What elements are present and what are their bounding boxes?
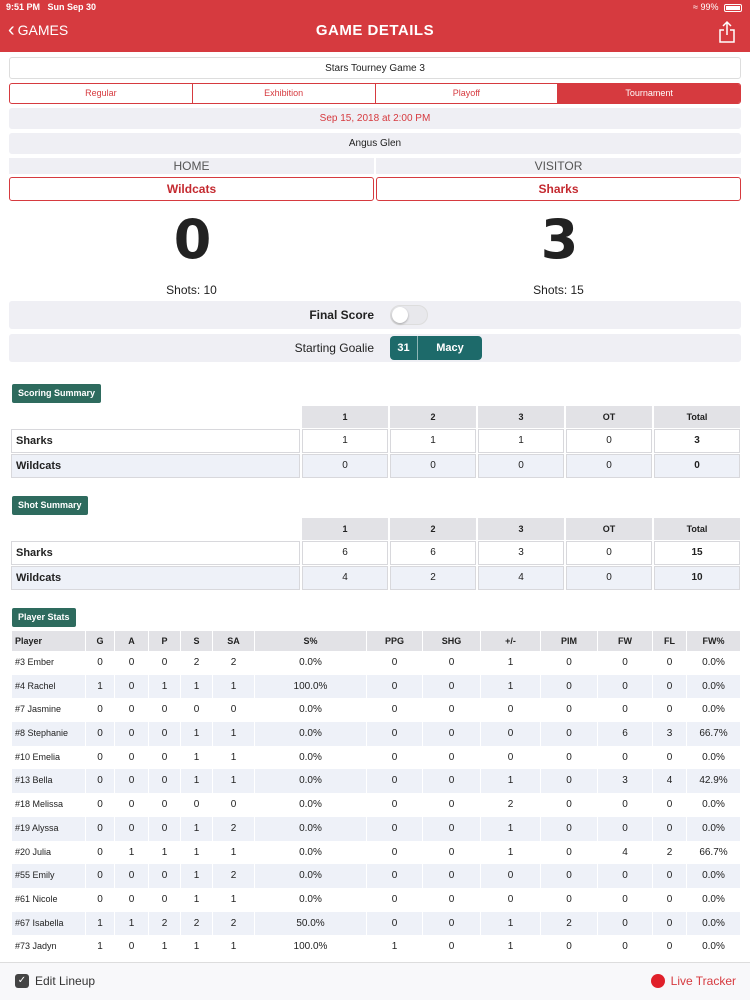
summary-header-cell: Total bbox=[654, 518, 740, 540]
player-stat-cell: 0 bbox=[85, 769, 114, 793]
player-stat-cell: 0 bbox=[597, 864, 652, 888]
player-stat-cell: 0 bbox=[422, 769, 480, 793]
player-stat-cell: 4 bbox=[597, 841, 652, 865]
player-row[interactable] bbox=[11, 698, 740, 722]
bottom-toolbar bbox=[0, 962, 750, 1000]
shot-summary-tag: Shot Summary bbox=[12, 496, 88, 515]
summary-team-cell: Sharks bbox=[11, 541, 300, 565]
battery-icon bbox=[724, 4, 742, 12]
final-score-toggle[interactable] bbox=[390, 305, 428, 325]
final-score-label: Final Score bbox=[309, 308, 374, 322]
column-header[interactable]: FL bbox=[652, 631, 686, 651]
player-stat-cell: 0 bbox=[114, 769, 148, 793]
home-score: 0 bbox=[173, 208, 210, 271]
edit-lineup-label: Edit Lineup bbox=[35, 974, 96, 988]
player-row[interactable] bbox=[11, 746, 740, 770]
game-name[interactable]: Stars Tourney Game 3 bbox=[9, 57, 741, 79]
player-stat-cell: 1 bbox=[85, 912, 114, 936]
share-icon[interactable] bbox=[718, 20, 736, 44]
player-stat-cell: 0 bbox=[366, 675, 422, 699]
player-stat-cell: 1 bbox=[148, 841, 180, 865]
player-stat-cell: 0 bbox=[366, 746, 422, 770]
chevron-left-icon: ‹ bbox=[8, 19, 15, 41]
summary-header-cell: Total bbox=[654, 406, 740, 428]
player-stat-cell: 1 bbox=[114, 841, 148, 865]
goalie-name: Macy bbox=[436, 342, 464, 354]
scoring-summary-table bbox=[11, 406, 740, 479]
wifi-icon: ≈ bbox=[693, 2, 698, 12]
player-stat-cell: 0 bbox=[652, 793, 686, 817]
column-header[interactable]: SHG bbox=[422, 631, 480, 651]
player-stat-cell: 0 bbox=[85, 722, 114, 746]
summary-value-cell: 0 bbox=[566, 454, 652, 478]
toggle-knob bbox=[392, 307, 408, 323]
player-stat-cell: 2 bbox=[212, 817, 254, 841]
player-stat-cell: 1 bbox=[114, 912, 148, 936]
player-stat-cell: 0.0% bbox=[686, 912, 740, 936]
player-stat-cell: 0 bbox=[597, 746, 652, 770]
player-stat-cell: 0 bbox=[540, 864, 597, 888]
player-stat-cell: 2 bbox=[148, 912, 180, 936]
player-stat-cell: 0 bbox=[540, 651, 597, 675]
player-stat-cell: 2 bbox=[212, 651, 254, 675]
summary-header-cell: OT bbox=[566, 518, 652, 540]
player-stat-cell: 0 bbox=[422, 935, 480, 959]
starting-goalie-label: Starting Goalie bbox=[294, 341, 374, 355]
column-header[interactable]: P bbox=[148, 631, 180, 651]
segment-regular[interactable]: Regular bbox=[10, 84, 193, 103]
summary-value-cell: 1 bbox=[478, 429, 564, 453]
player-row[interactable] bbox=[11, 888, 740, 912]
summary-value-cell: 2 bbox=[390, 566, 476, 590]
player-stat-cell: 50.0% bbox=[254, 912, 366, 936]
player-stat-cell: 1 bbox=[480, 912, 540, 936]
summary-value-cell: 4 bbox=[302, 566, 388, 590]
player-stat-cell: 1 bbox=[180, 888, 212, 912]
player-stat-cell: 0.0% bbox=[254, 841, 366, 865]
player-row[interactable] bbox=[11, 793, 740, 817]
player-stat-cell: 0.0% bbox=[254, 746, 366, 770]
player-row[interactable] bbox=[11, 817, 740, 841]
summary-row bbox=[11, 429, 740, 453]
summary-header-cell: 2 bbox=[390, 518, 476, 540]
player-stat-cell: 0 bbox=[422, 651, 480, 675]
player-stat-cell: 0 bbox=[597, 651, 652, 675]
player-stat-cell: 0 bbox=[366, 651, 422, 675]
summary-header-row bbox=[11, 406, 740, 428]
home-team-button[interactable]: Wildcats bbox=[9, 177, 374, 201]
player-stat-cell: 1 bbox=[212, 888, 254, 912]
player-stat-cell: 0 bbox=[652, 935, 686, 959]
home-shots: Shots: 10 bbox=[166, 283, 217, 297]
player-stat-cell: 0 bbox=[366, 793, 422, 817]
player-stat-cell: 1 bbox=[148, 675, 180, 699]
goalie-number: 31 bbox=[390, 336, 418, 360]
player-stat-cell: 0 bbox=[114, 793, 148, 817]
summary-value-cell: 0 bbox=[302, 454, 388, 478]
battery-level: 99% bbox=[700, 2, 719, 12]
summary-header-cell: 2 bbox=[390, 406, 476, 428]
starting-goalie-button[interactable] bbox=[390, 336, 482, 360]
player-stat-cell: 0 bbox=[652, 912, 686, 936]
player-stat-cell: 0 bbox=[540, 841, 597, 865]
player-stat-cell: 0.0% bbox=[254, 793, 366, 817]
player-stat-cell: 42.9% bbox=[686, 769, 740, 793]
checkbox-icon: ✓ bbox=[15, 974, 29, 988]
summary-value-cell: 0 bbox=[654, 454, 740, 478]
player-row[interactable] bbox=[11, 651, 740, 675]
player-stat-cell: 0 bbox=[114, 675, 148, 699]
player-stats-tag: Player Stats bbox=[12, 608, 76, 627]
player-stat-cell: 0 bbox=[480, 722, 540, 746]
player-stat-cell: 0 bbox=[652, 746, 686, 770]
page-title: GAME DETAILS bbox=[315, 22, 435, 39]
player-stat-cell: 0 bbox=[114, 935, 148, 959]
game-date[interactable]: Sep 15, 2018 at 2:00 PM bbox=[9, 108, 741, 129]
player-stat-cell: 0.0% bbox=[254, 698, 366, 722]
status-bar bbox=[0, 0, 750, 14]
player-stat-cell: 1 bbox=[148, 935, 180, 959]
player-stat-cell: 1 bbox=[480, 769, 540, 793]
player-stat-cell: 0 bbox=[422, 817, 480, 841]
player-stat-cell: 0 bbox=[366, 698, 422, 722]
player-stat-cell: 2 bbox=[652, 841, 686, 865]
back-label: GAMES bbox=[17, 22, 69, 38]
summary-value-cell: 0 bbox=[478, 454, 564, 478]
player-row[interactable] bbox=[11, 769, 740, 793]
player-stat-cell: 1 bbox=[212, 675, 254, 699]
shot-summary-table bbox=[11, 518, 740, 591]
player-stat-cell: 0 bbox=[422, 698, 480, 722]
player-stat-cell: 0 bbox=[148, 888, 180, 912]
visitor-shots: Shots: 15 bbox=[533, 283, 584, 297]
player-stat-cell: 3 bbox=[597, 769, 652, 793]
player-stat-cell: 2 bbox=[540, 912, 597, 936]
player-stat-cell: 0.0% bbox=[686, 817, 740, 841]
summary-header-cell: 3 bbox=[478, 518, 564, 540]
column-header[interactable]: S bbox=[180, 631, 212, 651]
player-name-cell: #19 Alyssa bbox=[11, 817, 85, 841]
segment-tournament[interactable]: Tournament bbox=[558, 84, 740, 103]
player-stat-cell: 0.0% bbox=[254, 722, 366, 746]
player-stat-cell: 0 bbox=[366, 864, 422, 888]
player-stat-cell: 0 bbox=[180, 793, 212, 817]
player-stat-cell: 0 bbox=[366, 888, 422, 912]
player-stat-cell: 0 bbox=[597, 817, 652, 841]
player-name-cell: #8 Stephanie bbox=[11, 722, 85, 746]
summary-value-cell: 6 bbox=[302, 541, 388, 565]
player-stat-cell: 0 bbox=[652, 651, 686, 675]
player-stat-cell: 1 bbox=[480, 651, 540, 675]
player-stat-cell: 0 bbox=[652, 864, 686, 888]
player-stat-cell: 0 bbox=[652, 888, 686, 912]
player-stat-cell: 0 bbox=[540, 888, 597, 912]
player-stat-cell: 0 bbox=[114, 864, 148, 888]
player-stat-cell: 0 bbox=[212, 793, 254, 817]
summary-header-cell: 1 bbox=[302, 518, 388, 540]
player-stat-cell: 0 bbox=[148, 698, 180, 722]
player-stat-cell: 1 bbox=[212, 841, 254, 865]
player-stat-cell: 1 bbox=[366, 935, 422, 959]
summary-value-cell: 1 bbox=[302, 429, 388, 453]
player-stat-cell: 0 bbox=[148, 722, 180, 746]
column-header[interactable]: A bbox=[114, 631, 148, 651]
player-stats-table bbox=[11, 631, 740, 959]
summary-value-cell: 6 bbox=[390, 541, 476, 565]
player-stat-cell: 1 bbox=[480, 675, 540, 699]
player-name-cell: #7 Jasmine bbox=[11, 698, 85, 722]
player-stat-cell: 2 bbox=[180, 912, 212, 936]
visitor-score: 3 bbox=[540, 208, 577, 271]
summary-value-cell: 0 bbox=[566, 429, 652, 453]
player-stat-cell: 1 bbox=[180, 841, 212, 865]
player-stat-cell: 0 bbox=[148, 793, 180, 817]
player-name-cell: #67 Isabella bbox=[11, 912, 85, 936]
player-stat-cell: 1 bbox=[180, 746, 212, 770]
player-stat-cell: 0 bbox=[85, 793, 114, 817]
summary-team-cell: Sharks bbox=[11, 429, 300, 453]
player-stat-cell: 0 bbox=[597, 935, 652, 959]
player-stat-cell: 1 bbox=[180, 675, 212, 699]
player-stat-cell: 0 bbox=[540, 793, 597, 817]
player-stat-cell: 1 bbox=[85, 935, 114, 959]
player-row[interactable] bbox=[11, 722, 740, 746]
summary-value-cell: 15 bbox=[654, 541, 740, 565]
summary-row bbox=[11, 454, 740, 478]
summary-team-cell: Wildcats bbox=[11, 454, 300, 478]
summary-value-cell: 3 bbox=[478, 541, 564, 565]
visitor-label: VISITOR bbox=[376, 158, 741, 174]
player-stat-cell: 0 bbox=[540, 769, 597, 793]
player-stat-cell: 0.0% bbox=[254, 651, 366, 675]
summary-value-cell: 0 bbox=[566, 541, 652, 565]
player-stat-cell: 0.0% bbox=[254, 888, 366, 912]
player-stat-cell: 0 bbox=[148, 817, 180, 841]
player-stat-cell: 0 bbox=[366, 912, 422, 936]
summary-team-cell: Wildcats bbox=[11, 566, 300, 590]
player-stat-cell: 0 bbox=[540, 817, 597, 841]
player-stat-cell: 0 bbox=[597, 912, 652, 936]
player-stat-cell: 0 bbox=[540, 746, 597, 770]
player-stat-cell: 0 bbox=[180, 698, 212, 722]
player-stat-cell: 0 bbox=[114, 722, 148, 746]
summary-row bbox=[11, 566, 740, 590]
player-stat-cell: 0 bbox=[148, 746, 180, 770]
player-stat-cell: 0 bbox=[366, 817, 422, 841]
player-stat-cell: 0 bbox=[597, 888, 652, 912]
player-name-cell: #55 Emily bbox=[11, 864, 85, 888]
player-name-cell: #3 Ember bbox=[11, 651, 85, 675]
player-name-cell: #20 Julia bbox=[11, 841, 85, 865]
player-stat-cell: 0 bbox=[540, 722, 597, 746]
player-stat-cell: 0 bbox=[114, 698, 148, 722]
player-stat-cell: 0 bbox=[114, 817, 148, 841]
player-stat-cell: 0.0% bbox=[686, 675, 740, 699]
player-stat-cell: 0 bbox=[148, 864, 180, 888]
summary-value-cell: 10 bbox=[654, 566, 740, 590]
player-name-cell: #61 Nicole bbox=[11, 888, 85, 912]
summary-header-cell: 1 bbox=[302, 406, 388, 428]
player-name-cell: #73 Jadyn bbox=[11, 935, 85, 959]
status-right bbox=[693, 2, 742, 12]
player-stat-cell: 0 bbox=[597, 675, 652, 699]
column-header[interactable]: PIM bbox=[540, 631, 597, 651]
player-stat-cell: 0 bbox=[422, 864, 480, 888]
player-stat-cell: 100.0% bbox=[254, 935, 366, 959]
player-stat-cell: 3 bbox=[652, 722, 686, 746]
summary-header-cell: OT bbox=[566, 406, 652, 428]
player-stat-cell: 0 bbox=[652, 698, 686, 722]
player-stat-cell: 66.7% bbox=[686, 722, 740, 746]
player-stat-cell: 0 bbox=[148, 651, 180, 675]
player-row[interactable] bbox=[11, 864, 740, 888]
player-row[interactable] bbox=[11, 912, 740, 936]
player-stat-cell: 0.0% bbox=[686, 698, 740, 722]
player-stat-cell: 0.0% bbox=[686, 793, 740, 817]
player-stat-cell: 0 bbox=[85, 864, 114, 888]
player-stat-cell: 0 bbox=[114, 746, 148, 770]
player-stat-cell: 0 bbox=[652, 675, 686, 699]
player-stat-cell: 0 bbox=[540, 675, 597, 699]
column-header[interactable]: PPG bbox=[366, 631, 422, 651]
player-stat-cell: 1 bbox=[180, 769, 212, 793]
player-stat-cell: 0 bbox=[422, 675, 480, 699]
edit-lineup-button[interactable] bbox=[15, 974, 95, 988]
player-stat-cell: 2 bbox=[480, 793, 540, 817]
player-stat-cell: 2 bbox=[180, 651, 212, 675]
player-stat-cell: 1 bbox=[180, 817, 212, 841]
player-stat-cell: 0 bbox=[540, 935, 597, 959]
player-stat-cell: 2 bbox=[212, 864, 254, 888]
column-header[interactable]: SA bbox=[212, 631, 254, 651]
column-header[interactable]: +/- bbox=[480, 631, 540, 651]
column-header[interactable]: S% bbox=[254, 631, 366, 651]
segment-playoff[interactable]: Playoff bbox=[376, 84, 559, 103]
player-stat-cell: 0 bbox=[114, 651, 148, 675]
summary-value-cell: 1 bbox=[390, 429, 476, 453]
column-header[interactable]: G bbox=[85, 631, 114, 651]
home-label: HOME bbox=[9, 158, 374, 174]
player-stat-cell: 0 bbox=[366, 841, 422, 865]
player-stat-cell: 0 bbox=[85, 746, 114, 770]
player-stat-cell: 0.0% bbox=[686, 746, 740, 770]
player-stat-cell: 0 bbox=[114, 888, 148, 912]
scoring-summary-tag: Scoring Summary bbox=[12, 384, 101, 403]
player-stat-cell: 1 bbox=[212, 722, 254, 746]
game-type-selector bbox=[9, 83, 741, 104]
player-stat-cell: 0.0% bbox=[686, 864, 740, 888]
summary-value-cell: 0 bbox=[390, 454, 476, 478]
column-header[interactable]: Player bbox=[11, 631, 85, 651]
game-location[interactable]: Angus Glen bbox=[9, 133, 741, 154]
summary-value-cell: 3 bbox=[654, 429, 740, 453]
player-stat-cell: 4 bbox=[652, 769, 686, 793]
column-header[interactable]: FW bbox=[597, 631, 652, 651]
player-stat-cell: 0 bbox=[85, 841, 114, 865]
player-stat-cell: 0 bbox=[597, 793, 652, 817]
player-stat-cell: 1 bbox=[480, 935, 540, 959]
player-stat-cell: 0 bbox=[148, 769, 180, 793]
player-stat-cell: 1 bbox=[180, 935, 212, 959]
live-tracker-button[interactable] bbox=[651, 974, 736, 988]
player-stat-cell: 0 bbox=[85, 698, 114, 722]
visitor-team-button[interactable]: Sharks bbox=[376, 177, 741, 201]
player-row[interactable] bbox=[11, 935, 740, 959]
player-stat-cell: 1 bbox=[212, 935, 254, 959]
player-stat-cell: 1 bbox=[180, 864, 212, 888]
player-stat-cell: 0 bbox=[85, 817, 114, 841]
player-name-cell: #18 Melissa bbox=[11, 793, 85, 817]
app-header bbox=[0, 0, 750, 52]
player-row[interactable] bbox=[11, 841, 740, 865]
column-header[interactable]: FW% bbox=[686, 631, 740, 651]
final-score-row bbox=[9, 301, 741, 329]
starting-goalie-row bbox=[9, 334, 741, 362]
player-stat-cell: 0 bbox=[366, 722, 422, 746]
player-stat-cell: 1 bbox=[212, 746, 254, 770]
status-time: 9:51 PM Sun Sep 30 bbox=[6, 2, 97, 12]
summary-value-cell: 4 bbox=[478, 566, 564, 590]
player-stat-cell: 2 bbox=[212, 912, 254, 936]
player-stat-cell: 0.0% bbox=[686, 651, 740, 675]
player-stat-cell: 0 bbox=[85, 651, 114, 675]
summary-header-cell: 3 bbox=[478, 406, 564, 428]
player-stat-cell: 0 bbox=[540, 698, 597, 722]
player-header-row bbox=[11, 631, 740, 651]
player-stat-cell: 0 bbox=[85, 888, 114, 912]
player-stat-cell: 0.0% bbox=[686, 935, 740, 959]
player-stat-cell: 0.0% bbox=[254, 817, 366, 841]
summary-row bbox=[11, 541, 740, 565]
player-stat-cell: 0 bbox=[422, 841, 480, 865]
player-name-cell: #13 Bella bbox=[11, 769, 85, 793]
record-dot-icon bbox=[651, 974, 665, 988]
player-name-cell: #10 Emelia bbox=[11, 746, 85, 770]
player-stat-cell: 0 bbox=[480, 698, 540, 722]
player-stat-cell: 6 bbox=[597, 722, 652, 746]
player-row[interactable] bbox=[11, 675, 740, 699]
player-stat-cell: 100.0% bbox=[254, 675, 366, 699]
player-stat-cell: 1 bbox=[480, 817, 540, 841]
player-stat-cell: 1 bbox=[180, 722, 212, 746]
player-stat-cell: 0 bbox=[212, 698, 254, 722]
player-stat-cell: 0 bbox=[480, 864, 540, 888]
player-stat-cell: 1 bbox=[212, 769, 254, 793]
player-stat-cell: 1 bbox=[480, 841, 540, 865]
player-stat-cell: 0 bbox=[422, 912, 480, 936]
summary-header-row bbox=[11, 518, 740, 540]
player-stat-cell: 0.0% bbox=[254, 864, 366, 888]
player-stat-cell: 0 bbox=[597, 698, 652, 722]
player-stat-cell: 0 bbox=[422, 722, 480, 746]
player-stat-cell: 0.0% bbox=[254, 769, 366, 793]
player-stat-cell: 0 bbox=[480, 888, 540, 912]
live-tracker-label: Live Tracker bbox=[670, 974, 736, 988]
player-stat-cell: 0 bbox=[422, 746, 480, 770]
player-stat-cell: 66.7% bbox=[686, 841, 740, 865]
player-stat-cell: 0.0% bbox=[686, 888, 740, 912]
segment-exhibition[interactable]: Exhibition bbox=[193, 84, 376, 103]
player-name-cell: #4 Rachel bbox=[11, 675, 85, 699]
player-stat-cell: 0 bbox=[480, 746, 540, 770]
summary-value-cell: 0 bbox=[566, 566, 652, 590]
player-stat-cell: 0 bbox=[422, 793, 480, 817]
player-stat-cell: 0 bbox=[652, 817, 686, 841]
player-stat-cell: 1 bbox=[85, 675, 114, 699]
player-stat-cell: 0 bbox=[422, 888, 480, 912]
player-stat-cell: 0 bbox=[366, 769, 422, 793]
